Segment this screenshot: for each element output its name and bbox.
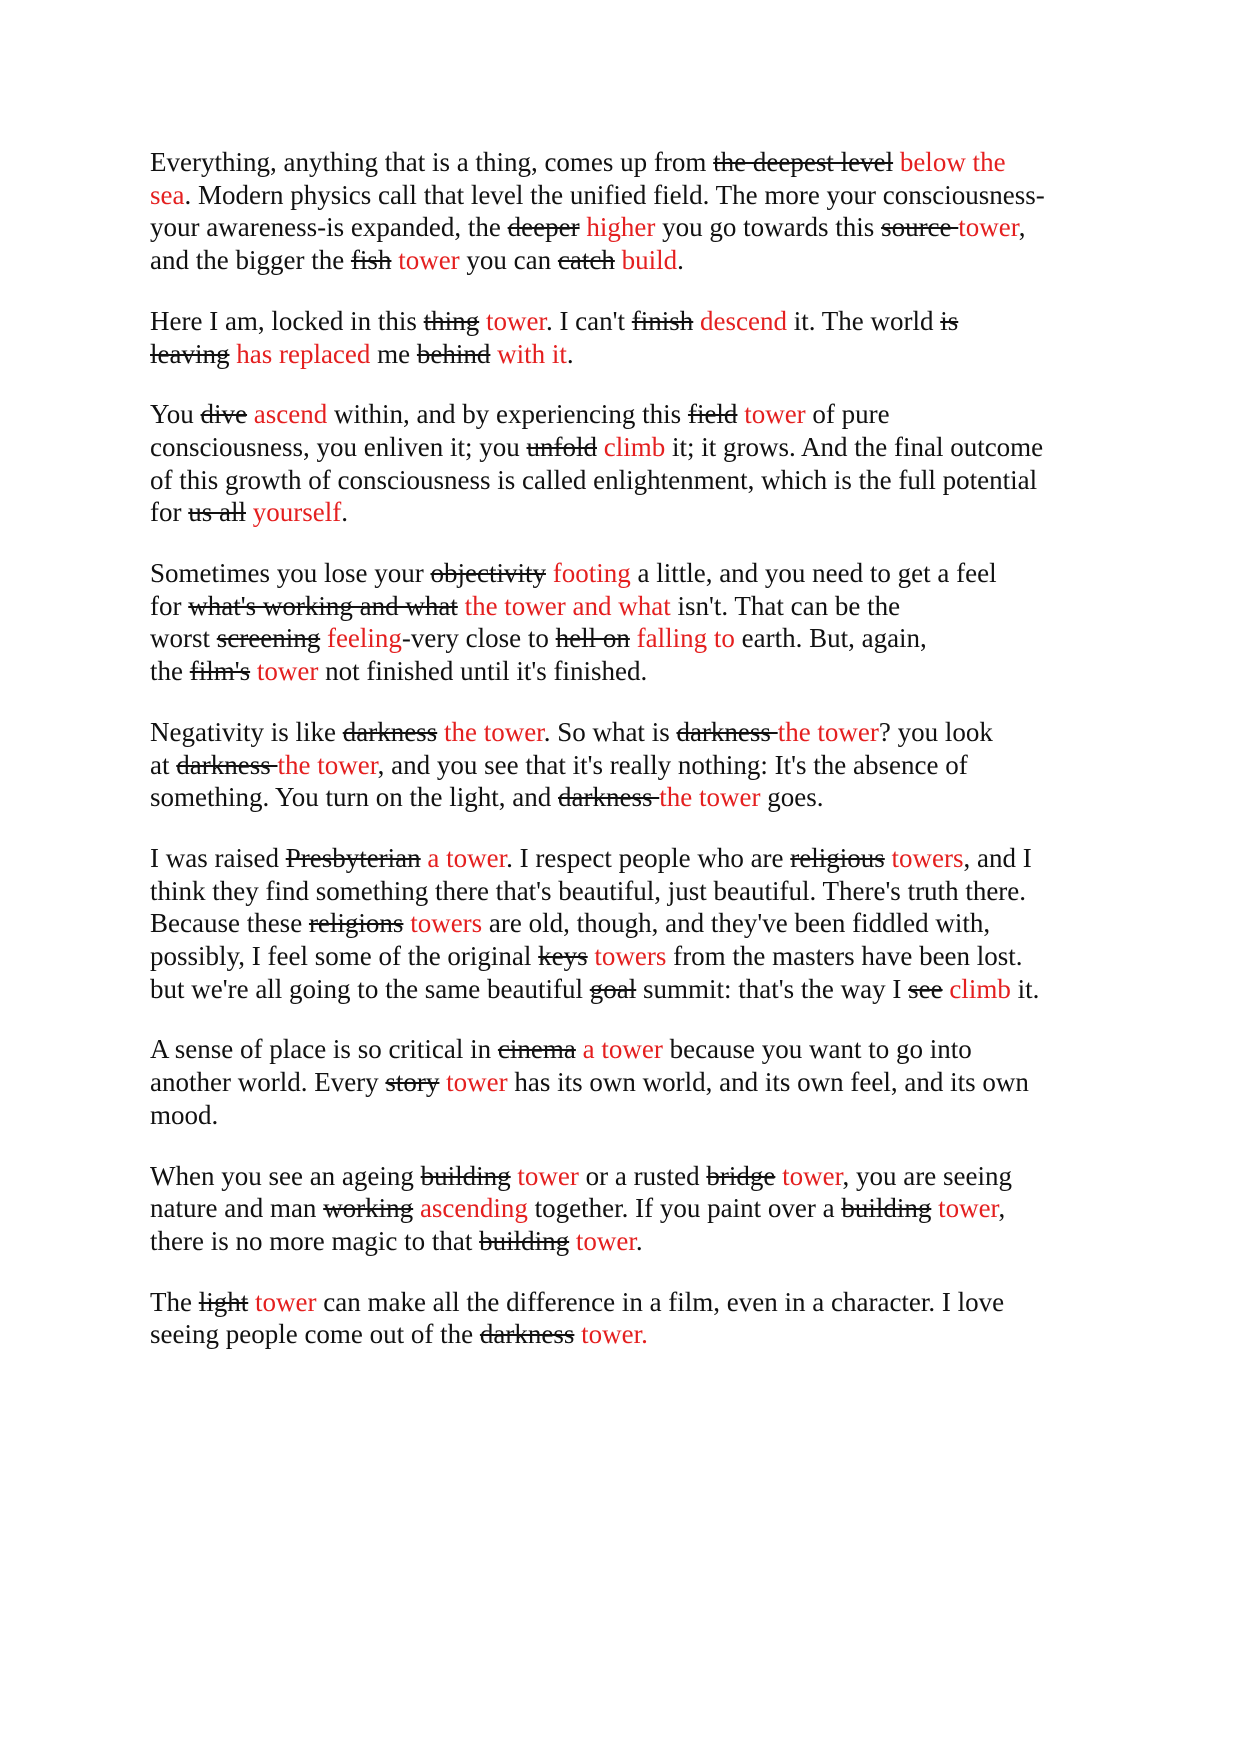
strikethrough-text: working bbox=[323, 1193, 414, 1224]
body-text bbox=[247, 399, 254, 429]
body-text: Negativity is like bbox=[150, 716, 343, 747]
inserted-text: the tower and what bbox=[464, 590, 671, 621]
body-text: I was raised bbox=[150, 842, 286, 873]
body-text: , there is no more magic to that bbox=[150, 1193, 1006, 1256]
inserted-text: tower bbox=[446, 1067, 508, 1098]
body-text bbox=[479, 306, 486, 336]
inserted-text: below the sea bbox=[150, 147, 1006, 210]
body-text: . bbox=[341, 497, 348, 528]
body-text bbox=[569, 1226, 576, 1256]
strikethrough-text: field bbox=[687, 399, 738, 430]
strikethrough-text: darkness bbox=[342, 716, 438, 747]
inserted-text: ascend bbox=[253, 399, 328, 430]
inserted-text: a tower bbox=[582, 1034, 663, 1065]
strikethrough-text: finish bbox=[631, 305, 694, 336]
inserted-text: tower bbox=[938, 1193, 999, 1224]
strikethrough-text: what's working and what bbox=[188, 590, 458, 621]
strikethrough-text: story bbox=[385, 1067, 440, 1098]
paragraph bbox=[150, 1160, 1095, 1258]
inserted-text: tower bbox=[517, 1160, 579, 1191]
body-text bbox=[437, 717, 444, 747]
body-text: Sometimes you lose your bbox=[150, 558, 431, 589]
paragraph bbox=[150, 842, 1095, 1006]
strikethrough-text: objectivity bbox=[430, 558, 546, 589]
body-text bbox=[546, 558, 553, 588]
paragraph bbox=[150, 146, 1095, 277]
body-text bbox=[885, 843, 892, 873]
inserted-text: tower bbox=[782, 1160, 843, 1191]
body-text: you can bbox=[459, 245, 558, 276]
body-text: within, and by experiencing this bbox=[327, 399, 688, 430]
body-text: summit: that's the way I bbox=[636, 973, 909, 1004]
body-text: it. bbox=[1010, 973, 1040, 1004]
body-text: , and you see that it's really nothing: It's the absence of something. You turn on the light, and bbox=[150, 749, 968, 813]
strikethrough-text: dive bbox=[200, 399, 248, 430]
body-text: . I respect people who are bbox=[506, 842, 791, 873]
inserted-text: tower bbox=[958, 212, 1019, 243]
inserted-text: with it bbox=[497, 338, 567, 369]
body-text bbox=[246, 497, 253, 527]
body-text: of pure consciousness, you enliven it; you bbox=[150, 399, 890, 462]
body-text: it; it grows. And the final outcome of this growth of consciousness is called enlightenment, which is the full potential for bbox=[150, 431, 1044, 528]
body-text: , you are seeing nature and man bbox=[150, 1160, 1012, 1224]
body-text: me bbox=[370, 338, 417, 369]
inserted-text: yourself bbox=[252, 497, 342, 528]
body-text bbox=[413, 1193, 420, 1223]
inserted-text: ascending bbox=[419, 1193, 528, 1224]
body-text: When you see an ageing bbox=[150, 1160, 421, 1191]
body-text bbox=[458, 591, 465, 621]
body-text bbox=[597, 432, 604, 462]
inserted-text: climb bbox=[603, 431, 666, 462]
body-text bbox=[893, 147, 900, 177]
strikethrough-text: us all bbox=[188, 497, 246, 528]
paragraph bbox=[150, 398, 1095, 529]
body-text bbox=[615, 245, 622, 275]
body-text: ? you look at bbox=[150, 716, 993, 780]
inserted-text: falling to bbox=[636, 623, 735, 654]
inserted-text: towers bbox=[594, 941, 667, 972]
body-text: A sense of place is so critical in bbox=[150, 1034, 498, 1065]
strikethrough-text: Presbyterian bbox=[285, 842, 421, 873]
inserted-text: towers bbox=[891, 842, 964, 873]
body-text: , and the bigger the bbox=[150, 212, 1026, 276]
paragraph bbox=[150, 557, 1095, 688]
strikethrough-text: deeper bbox=[507, 212, 580, 243]
body-text bbox=[576, 1034, 583, 1064]
body-text: together. If you paint over a bbox=[527, 1193, 842, 1224]
inserted-text: climb bbox=[949, 973, 1011, 1004]
paragraph bbox=[150, 305, 1095, 370]
strikethrough-text: religions bbox=[308, 908, 404, 939]
body-text: has its own world, and its own feel, and its own mood. bbox=[150, 1067, 1029, 1130]
body-text: You bbox=[150, 399, 201, 430]
inserted-text: has replaced bbox=[236, 338, 371, 369]
inserted-text: the tower bbox=[777, 716, 879, 747]
strikethrough-text: catch bbox=[557, 245, 615, 276]
inserted-text: tower. bbox=[581, 1319, 648, 1350]
body-text: earth. But, again, the bbox=[150, 623, 927, 687]
body-text: The bbox=[150, 1286, 199, 1317]
strikethrough-text: light bbox=[198, 1286, 249, 1317]
strikethrough-text: behind bbox=[416, 338, 491, 369]
body-text: . I can't bbox=[545, 305, 632, 336]
inserted-text: tower bbox=[398, 245, 460, 276]
inserted-text: the tower bbox=[277, 749, 378, 780]
strikethrough-text: darkness bbox=[176, 749, 278, 780]
body-text: are old, though, and they've been fiddled with, possibly, I feel some of the original bbox=[150, 908, 991, 972]
body-text: or a rusted bbox=[578, 1160, 707, 1191]
document-body bbox=[150, 146, 1095, 1379]
strikethrough-text: source bbox=[881, 212, 959, 243]
body-text bbox=[320, 623, 327, 653]
strikethrough-text: darkness bbox=[479, 1319, 575, 1350]
body-text bbox=[250, 656, 257, 686]
body-text: Here I am, locked in this bbox=[150, 305, 424, 336]
strikethrough-text: building bbox=[420, 1160, 511, 1191]
inserted-text: tower bbox=[256, 656, 319, 687]
paragraph bbox=[150, 1286, 1095, 1351]
body-text: . Modern physics call that level the unified field. The more your consciousness- your awareness-is expanded, the bbox=[150, 179, 1045, 243]
strikethrough-text: religious bbox=[790, 842, 885, 873]
body-text: not finished until it's finished. bbox=[318, 656, 648, 687]
inserted-text: tower bbox=[575, 1225, 636, 1256]
body-text: . bbox=[677, 245, 684, 276]
strikethrough-text: the deepest level bbox=[713, 147, 894, 177]
paragraph bbox=[150, 716, 1095, 814]
inserted-text: the tower bbox=[659, 782, 761, 813]
body-text: a little, and you need to get a feel for bbox=[150, 558, 997, 621]
inserted-text: descend bbox=[700, 305, 787, 336]
body-text: from the masters have been lost. but we're all going to the same beautiful bbox=[150, 941, 1023, 1004]
strikethrough-text: film's bbox=[189, 656, 251, 687]
body-text: . So what is bbox=[543, 716, 677, 747]
body-text: , and I think they find something there that's beautiful, just beautiful. There's truth there. Because these bbox=[150, 842, 1032, 939]
strikethrough-text: screening bbox=[216, 623, 321, 654]
body-text: it. The world bbox=[787, 305, 941, 336]
inserted-text: the tower bbox=[443, 716, 544, 747]
strikethrough-text: darkness bbox=[676, 716, 778, 747]
strikethrough-text: hell on bbox=[555, 623, 630, 654]
strikethrough-text: darkness bbox=[558, 782, 660, 813]
inserted-text: build bbox=[621, 245, 678, 276]
strikethrough-text: cinema bbox=[497, 1034, 576, 1065]
strikethrough-text: goal bbox=[589, 973, 637, 1004]
strikethrough-text: thing bbox=[423, 305, 480, 336]
inserted-text: tower bbox=[485, 305, 546, 336]
strikethrough-text: bridge bbox=[706, 1160, 776, 1191]
body-text: -very close to bbox=[401, 623, 556, 654]
body-text: . bbox=[635, 1225, 643, 1256]
inserted-text: footing bbox=[552, 558, 631, 589]
body-text: goes. bbox=[760, 782, 824, 813]
strikethrough-text: fish bbox=[350, 245, 392, 276]
inserted-text: towers bbox=[410, 908, 483, 939]
body-text: you go towards this bbox=[655, 212, 882, 243]
strikethrough-text: unfold bbox=[526, 431, 597, 462]
body-text: can make all the difference in a film, even in a character. I love seeing people come out of the bbox=[150, 1286, 1005, 1350]
strikethrough-text: building bbox=[479, 1225, 570, 1256]
inserted-text: tower bbox=[744, 399, 806, 430]
inserted-text: feeling bbox=[326, 623, 402, 654]
strikethrough-text: keys bbox=[538, 941, 588, 972]
strikethrough-text: building bbox=[841, 1193, 932, 1224]
inserted-text: higher bbox=[586, 212, 656, 243]
strikethrough-text: is leaving bbox=[150, 305, 959, 369]
paragraph bbox=[150, 1033, 1095, 1131]
body-text bbox=[248, 1287, 255, 1317]
body-text: because you want to go into another world. Every bbox=[150, 1034, 972, 1098]
inserted-text: a tower bbox=[427, 842, 507, 873]
strikethrough-text: see bbox=[908, 973, 943, 1004]
body-text: Everything, anything that is a thing, comes up from bbox=[150, 147, 714, 177]
body-text bbox=[630, 623, 637, 653]
body-text: . bbox=[566, 338, 574, 369]
inserted-text: tower bbox=[255, 1286, 317, 1317]
body-text: isn't. That can be the worst bbox=[150, 590, 901, 654]
